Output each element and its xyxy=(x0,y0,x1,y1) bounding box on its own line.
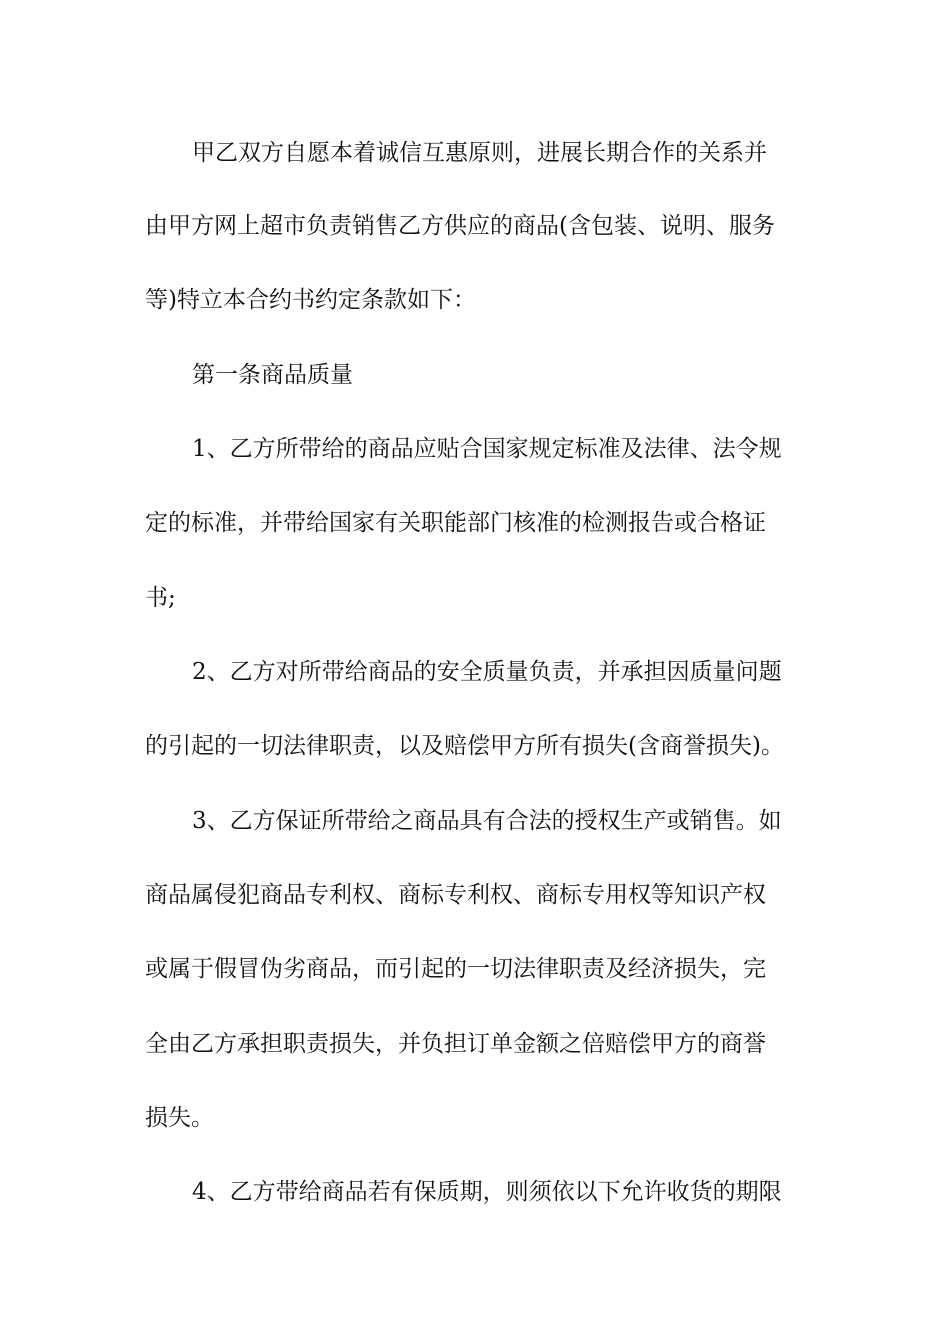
paragraph-line: 书; xyxy=(145,585,176,611)
paragraph-line: 1、乙方所带给的商品应贴合国家规定标准及法律、法令规 xyxy=(192,436,782,462)
paragraph-line: 2、乙方对所带给商品的安全质量负责，并承担因质量问题 xyxy=(192,659,782,685)
section-heading: 第一条商品质量 xyxy=(192,362,353,388)
paragraph-line: 损失。 xyxy=(145,1105,214,1131)
paragraph-line: 由甲方网上超市负责销售乙方供应的商品(含包装、说明、服务 xyxy=(145,213,775,239)
paragraph-line: 4、乙方带给商品若有保质期，则须依以下允许收货的期限 xyxy=(192,1179,782,1205)
paragraph-line: 甲乙双方自愿本着诚信互惠原则，进展长期合作的关系并 xyxy=(192,140,767,166)
paragraph-line: 或属于假冒伪劣商品，而引起的一切法律职责及经济损失，完 xyxy=(145,956,766,982)
paragraph-line: 的引起的一切法律职责，以及赔偿甲方所有损失(含商誉损失)。 xyxy=(145,733,784,759)
paragraph-line: 3、乙方保证所带给之商品具有合法的授权生产或销售。如 xyxy=(192,808,782,834)
paragraph-line: 等)特立本合约书约定条款如下： xyxy=(145,287,476,313)
paragraph-line: 全由乙方承担职责损失，并负担订单金额之倍赔偿甲方的商誉 xyxy=(145,1031,766,1057)
paragraph-line: 定的标准，并带给国家有关职能部门核准的检测报告或合格证 xyxy=(145,510,766,536)
paragraph-line: 商品属侵犯商品专利权、商标专利权、商标专用权等知识产权 xyxy=(145,882,766,908)
